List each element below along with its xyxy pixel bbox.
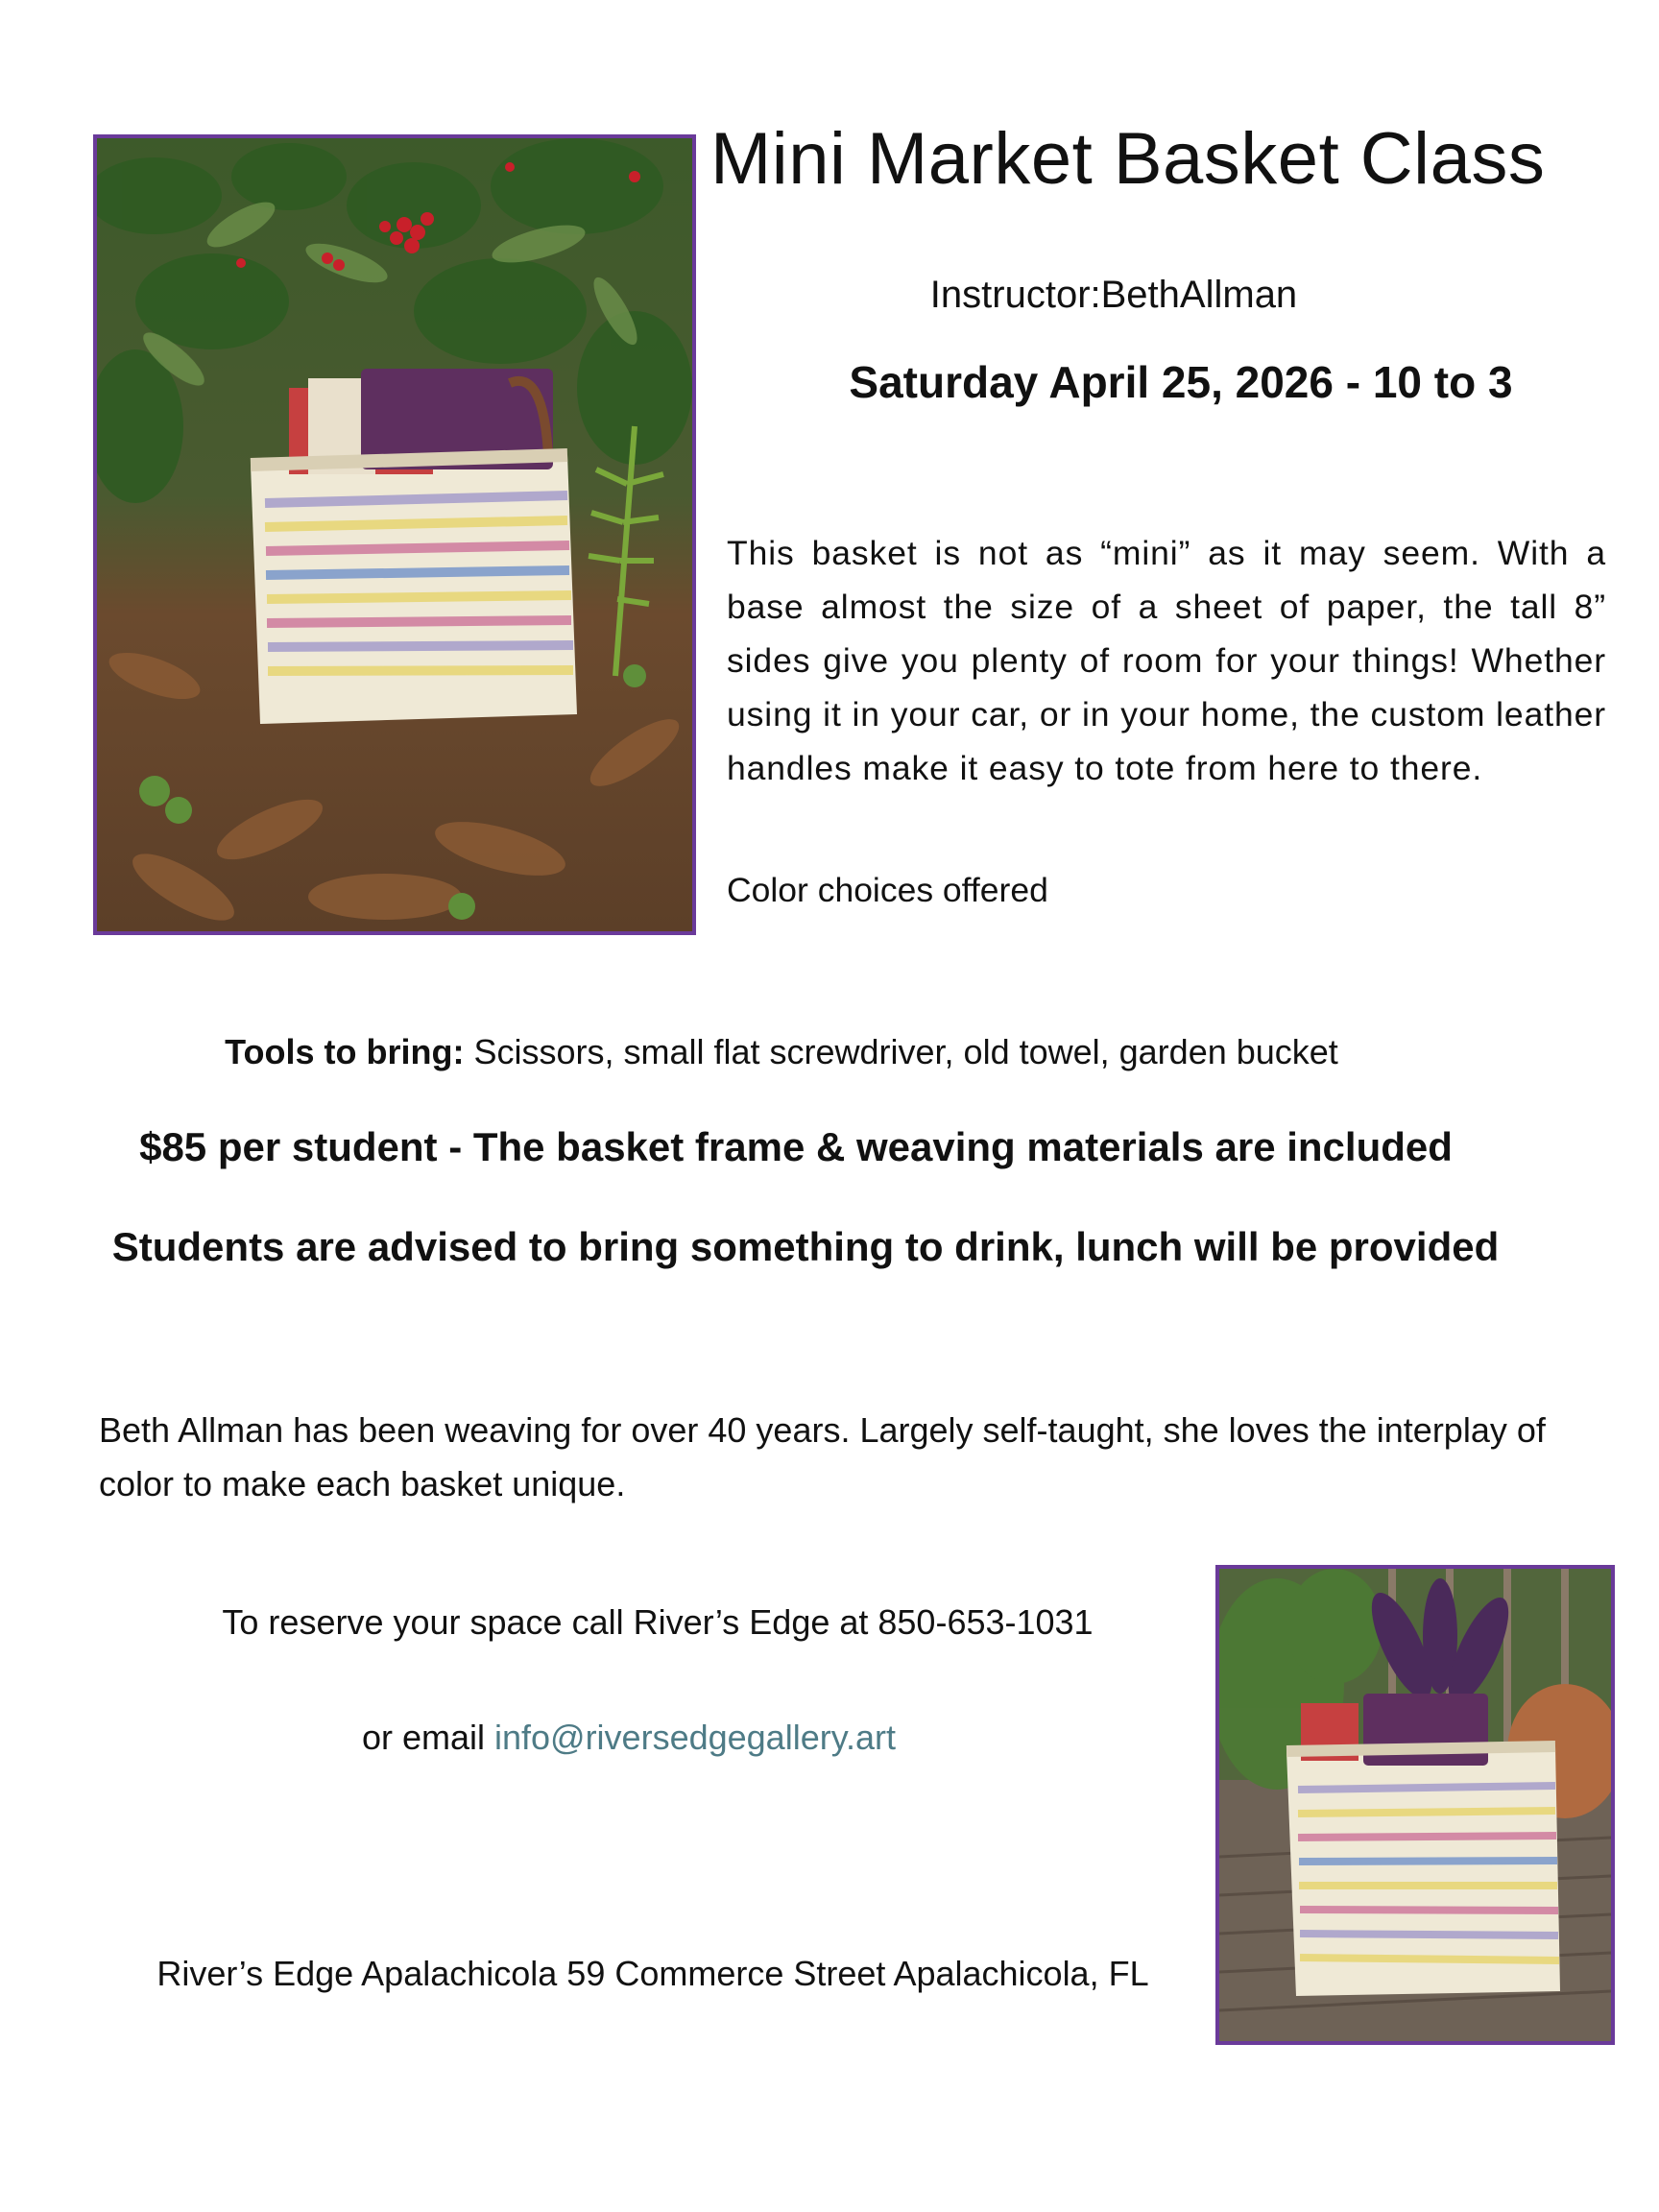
reserve-phone-line: To reserve your space call River’s Edge at 850-653-1031 xyxy=(222,1602,1094,1642)
instructor-bio: Beth Allman has been weaving for over 40 years. Largely self-taught, she loves the interplay of color to make each basket unique. xyxy=(99,1410,1546,1503)
venue-address: River’s Edge Apalachicola 59 Commerce Street Apalachicola, FL xyxy=(156,1954,1149,1993)
tools-to-bring xyxy=(0,1032,1659,1071)
lunch-note: Students are advised to bring something to drink, lunch will be provided xyxy=(111,1224,1500,1269)
reserve-email-line xyxy=(0,1720,1286,1755)
class-date: Saturday April 25, 2026 - 10 to 3 xyxy=(849,357,1513,407)
basket-photo-forest xyxy=(93,134,696,935)
tools-list: Scissors, small flat screwdriver, old towel, garden bucket xyxy=(464,1032,1338,1071)
basket-photo-deck xyxy=(1215,1565,1615,2045)
email-prefix: or email xyxy=(361,1718,494,1757)
email-link[interactable]: info@riversedgegallery.art xyxy=(493,1718,897,1757)
tools-label: Tools to bring: xyxy=(225,1032,465,1071)
price-line: $85 per student - The basket frame & weaving materials are included xyxy=(139,1124,1453,1169)
instructor-name: Instructor:BethAllman xyxy=(929,274,1298,316)
page-title: Mini Market Basket Class xyxy=(710,118,1546,200)
class-description: This basket is not as “mini” as it may seem. With a base almost the size of a sheet of paper, the tall 8” sides give you plenty of room for your things! Whether using it in your car, or in your home, the custom leather handles make it easy to tote from here to there. xyxy=(727,534,1606,787)
color-choices-note: Color choices offered xyxy=(727,871,1048,909)
